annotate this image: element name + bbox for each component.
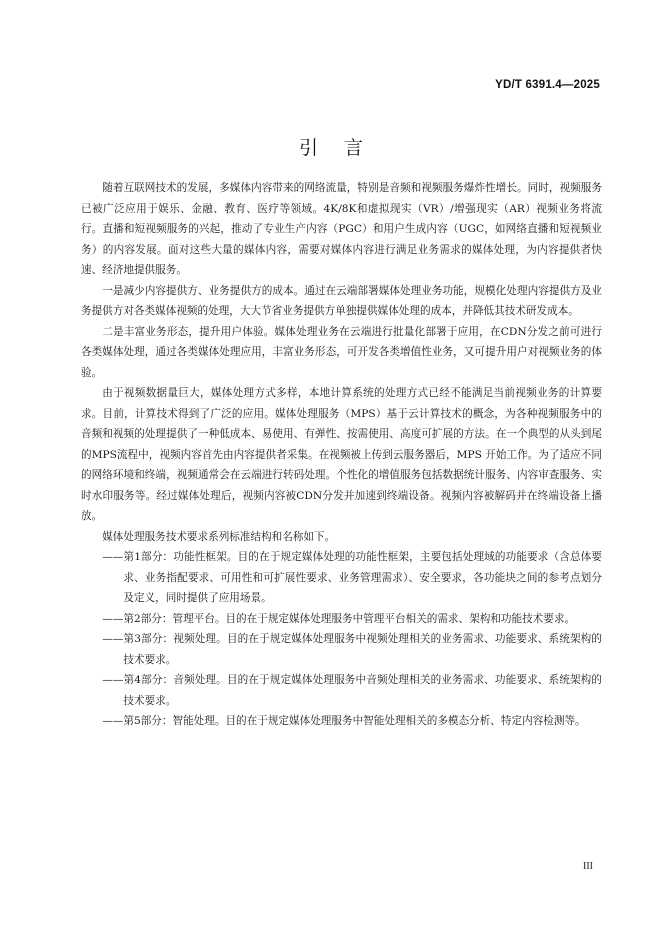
page-number: III bbox=[583, 861, 593, 872]
document-code: YD/T 6391.4—2025 bbox=[495, 79, 600, 91]
intro-paragraph-1: 随着互联网技术的发展，多媒体内容带来的网络流量，特别是音频和视频服务爆炸性增长。同时，视频服务已被广泛应用于娱乐、金融、教育、医疗等领域。4K/8K和虚拟现实（VR）/增强现实（AR）视频业务将流行。直播和短视频服务的兴起，推动了专业生产内容（PGC）和用户生成内容（UGC，如网络直播和短视频业务）的内容发展。面对这些大量的媒体内容，需要对媒体内容进行满足业务需求的媒体处理，为内容提供者快速、经济地提供服务。 bbox=[81, 182, 602, 276]
page-title: 引言 bbox=[298, 137, 389, 159]
list-item-part-3: ——第3部分：视频处理。目的在于规定媒体处理服务中视频处理相关的业务需求、功能要求、系统架构的技术要求。 bbox=[102, 633, 602, 666]
intro-paragraph-4: 由于视频数据量巨大，媒体处理方式多样，本地计算系统的处理方式已经不能满足当前视频业务的计算要求。目前，计算技术得到了广泛的应用。媒体处理服务（MPS）基于云计算技术的概念，为各种视频服务中的音频和视频的处理提供了一种低成本、易使用、有弹性、按需使用、高度可扩展的方法。在一个典型的从头到尾的MPS流程中，视频内容首先由内容提供者采集。在视频被上传到云服务器后，MPS 开始工作。为了适应不同的网络环境和终端，视频通常会在云端进行转码处理。个性化的增值服务包括数据统计服务、内容审查服务、实时水印服务等。经过媒体处理后，视频内容被CDN分发并加速到终端设备。视频内容被解码并在终端设备上播放。 bbox=[81, 387, 602, 522]
document-body bbox=[81, 178, 602, 732]
series-structure-intro: 媒体处理服务技术要求系列标准结构和名称如下。 bbox=[102, 530, 336, 543]
list-item-part-1: ——第1部分：功能性框架。目的在于规定媒体处理的功能性框架，主要包括处理域的功能要求（含总体要求、业务指配要求、可用性和可扩展性要求、业务管理需求）、安全要求，各功能块之间的参考点划分及定义，同时提供了应用场景。 bbox=[102, 551, 602, 604]
series-part-list bbox=[81, 547, 602, 732]
list-item-part-5: ——第5部分：智能处理。目的在于规定媒体处理服务中智能处理相关的多模态分析、特定内容检测等。 bbox=[102, 715, 586, 727]
intro-paragraph-3: 二是丰富业务形态，提升用户体验。媒体处理业务在云端进行批量化部署于应用，在CDN分发之前可进行各类媒体处理，通过各类媒体处理应用，丰富业务形态，可开发各类增值性业务，又可提升用户对视频业务的体验。 bbox=[81, 325, 602, 379]
list-item-part-4: ——第4部分：音频处理。目的在于规定媒体处理服务中音频处理相关的业务需求、功能要求、系统架构的技术要求。 bbox=[102, 674, 602, 707]
intro-paragraph-2: 一是减少内容提供方、业务提供方的成本。通过在云端部署媒体处理业务功能，规模化处理内容提供方及业务提供方对各类媒体视频的处理，大大节省业务提供方单独提供媒体处理的成本，并降低其技术研发成本。 bbox=[81, 284, 602, 317]
list-item-part-2: ——第2部分：管理平台。目的在于规定媒体处理服务中管理平台相关的需求、架构和功能技术要求。 bbox=[102, 612, 576, 625]
